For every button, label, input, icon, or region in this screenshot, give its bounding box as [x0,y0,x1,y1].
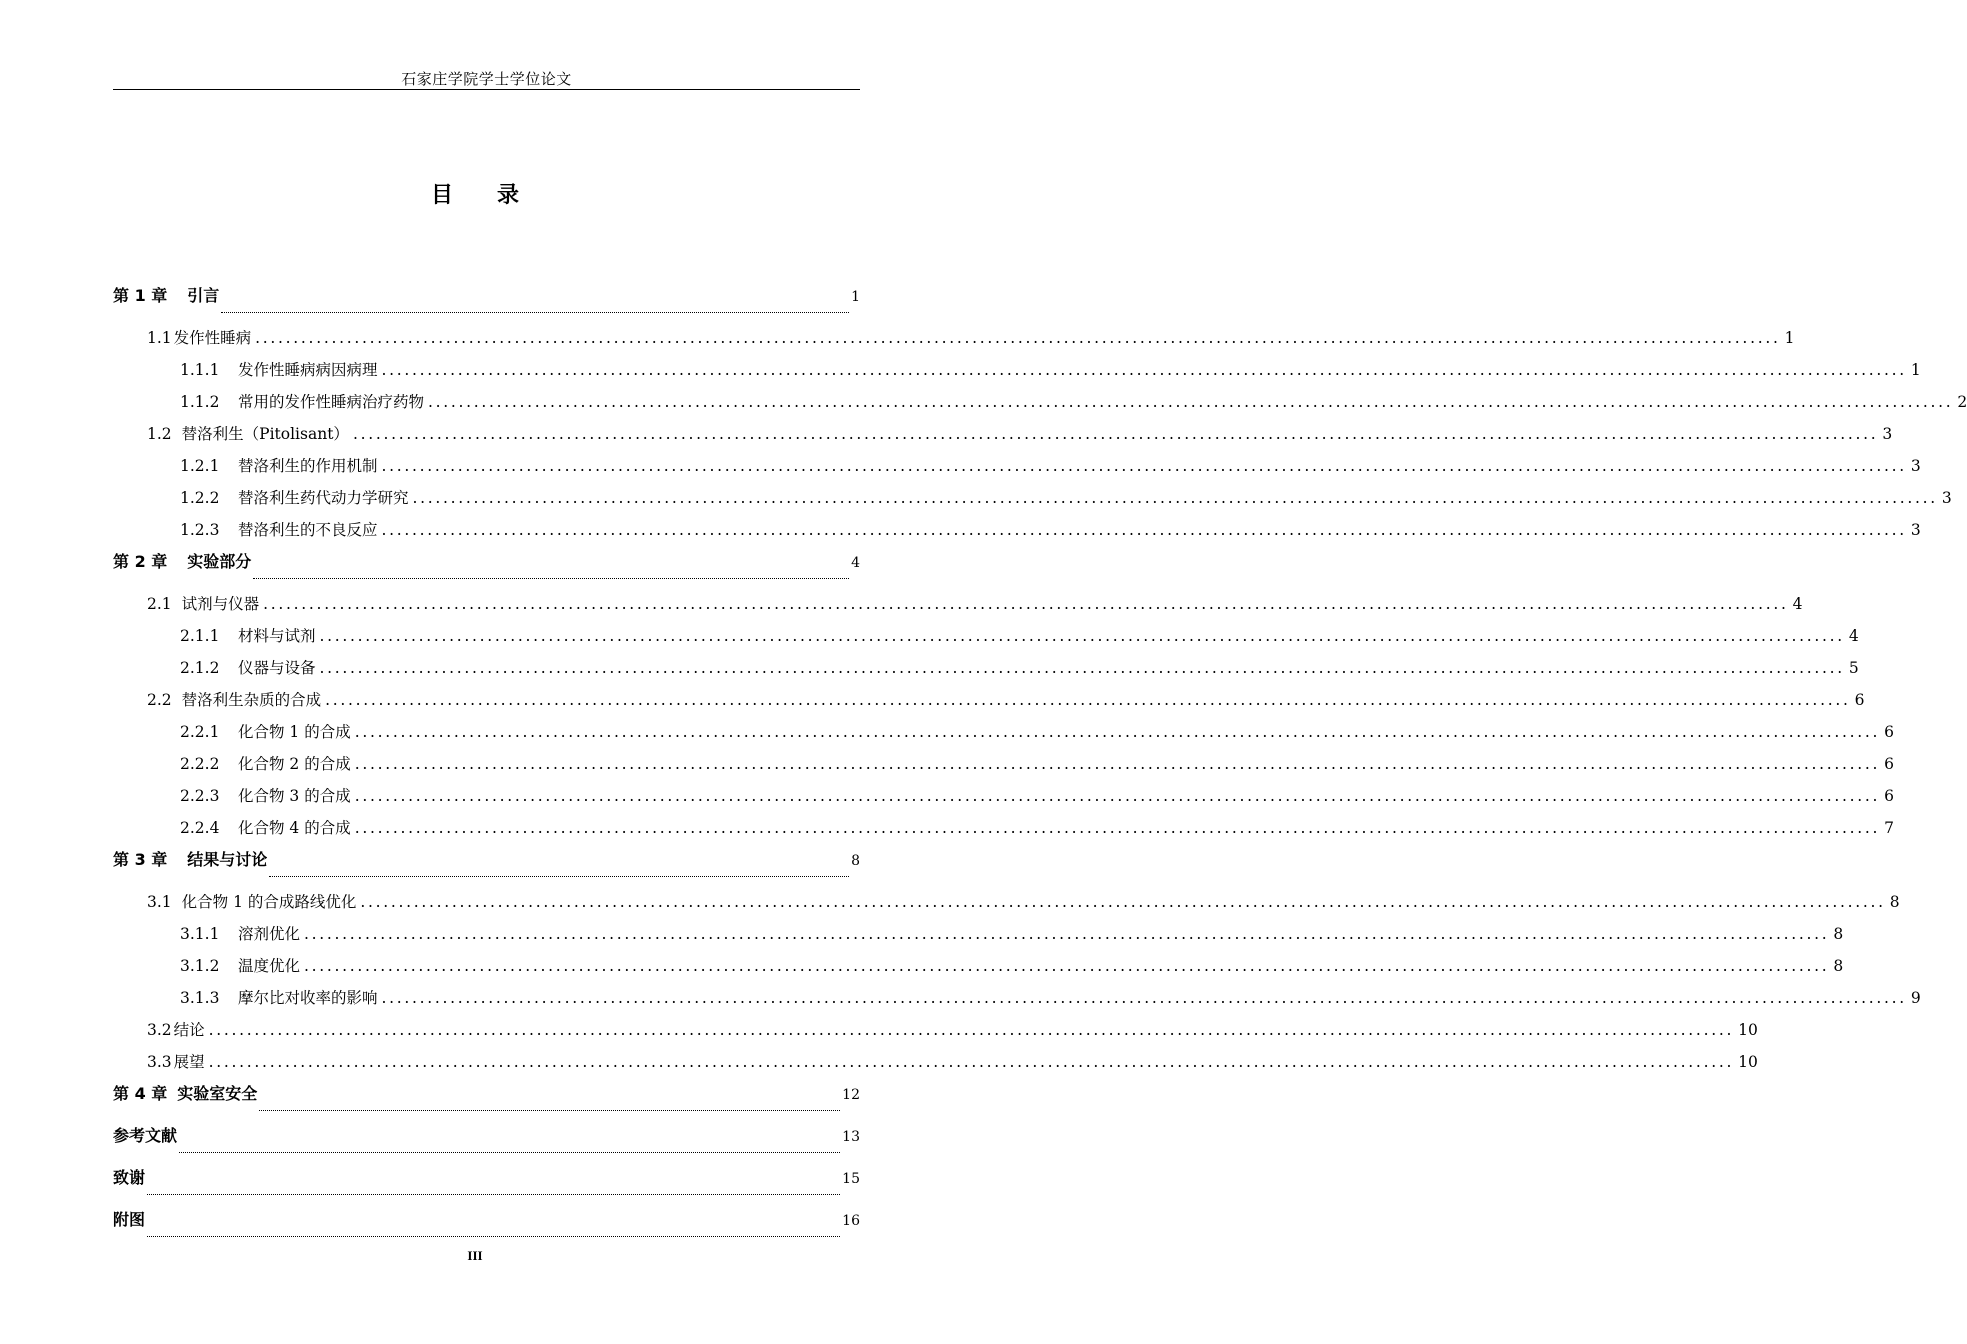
dot-leader: ........................................................................................................................................................................................................ [208,1053,1735,1071]
toc-entry-title: 引言 [187,286,220,305]
dot-leader [269,862,849,877]
table-of-contents [113,280,1967,1246]
toc-entry-label [147,418,349,450]
toc-entry-number: 第 1 章 [113,286,168,305]
toc-entry-label [180,386,424,418]
toc-entry-label [147,1046,205,1078]
toc-page-number: 3 [1910,457,1921,475]
toc-entry-label [180,748,351,780]
toc-entry-number: 2.1 [147,595,172,613]
toc-section-entry[interactable] [113,386,1967,418]
toc-entry-title: 替洛利生的不良反应 [238,521,378,539]
toc-entry-title: 实验室安全 [177,1084,258,1103]
toc-entry-title: 常用的发作性睡病治疗药物 [238,393,425,411]
dot-leader [147,1180,840,1195]
toc-entry-label [113,1162,145,1194]
toc-entry-title: 化合物 4 的合成 [238,819,351,837]
toc-entry-label [147,588,259,620]
toc-entry-title: 发作性睡病 [173,329,252,347]
toc-page-number: 12 [842,1087,860,1103]
toc-entry-title: 结论 [173,1021,205,1039]
toc-page-number: 8 [851,853,860,869]
dot-leader [259,1096,840,1111]
toc-entry-number: 3.1.2 [180,957,220,975]
dot-leader: ........................................................................................................................................................................................................ [319,627,1845,645]
toc-entry-title: 化合物 1 的合成 [238,723,351,741]
toc-entry-label [180,780,351,812]
toc-page-number: 6 [1884,755,1894,773]
toc-page-number: 9 [1910,989,1921,1007]
toc-page-number: 4 [851,555,860,571]
toc-entry-title: 摩尔比对收率的影响 [238,989,378,1007]
toc-entry-label [147,886,356,918]
toc-page-number: 6 [1854,691,1865,709]
toc-entry-label [147,322,251,354]
toc-page-number: 3 [1910,521,1921,539]
toc-entry-number: 1.2.2 [180,489,220,507]
dot-leader: ........................................................................................................................................................................................................ [381,361,1907,379]
toc-entry-label [180,716,351,748]
dot-leader: ........................................................................................................................................................................................................ [352,425,1879,443]
toc-entry-number: 2.2.3 [180,787,220,805]
toc-entry-number: 2.2.2 [180,755,220,773]
dot-leader: ........................................................................................................................................................................................................ [381,989,1907,1007]
toc-chapter-entry[interactable] [113,280,860,322]
toc-entry-label [180,354,378,386]
toc-section-entry[interactable] [113,950,1844,982]
toc-page-number: 4 [1792,595,1803,613]
dot-leader: ........................................................................................................................................................................................................ [263,595,1789,613]
toc-entry-number: 1.2.1 [180,457,220,475]
toc-section-entry[interactable] [113,418,1893,450]
toc-chapter-entry[interactable] [113,1078,860,1120]
toc-entry-number: 2.2.1 [180,723,220,741]
toc-entry-label [180,450,378,482]
toc-page-number: 13 [842,1129,860,1145]
toc-entry-title: 溶剂优化 [238,925,301,943]
dot-leader: ........................................................................................................................................................................................................ [255,329,1781,347]
toc-entry-number: 第 4 章 [113,1084,168,1103]
toc-entry-title: 仪器与设备 [238,659,316,677]
dot-leader: ........................................................................................................................................................................................................ [354,755,1881,773]
toc-entry-title: 试剂与仪器 [181,595,260,613]
toc-entry-number: 1.1.1 [180,361,220,379]
toc-page-number: 7 [1884,819,1894,837]
toc-entry-title: 化合物 3 的合成 [238,787,351,805]
toc-entry-label [180,950,300,982]
toc-section-entry[interactable] [113,780,1894,812]
toc-page-number: 4 [1848,627,1859,645]
toc-page-number: 2 [1957,393,1967,411]
toc-page-number: 6 [1884,787,1894,805]
toc-chapter-entry[interactable] [113,546,860,588]
toc-entry-label [113,1078,257,1110]
toc-entry-number: 3.3 [147,1053,172,1071]
toc-entry-number: 3.1.3 [180,989,220,1007]
toc-section-entry[interactable] [113,716,1894,748]
toc-entry-title: 致谢 [113,1168,146,1187]
toc-page-number: 10 [1738,1053,1758,1071]
dot-leader: ........................................................................................................................................................................................................ [381,457,1907,475]
toc-entry-title: 替洛利生的作用机制 [238,457,378,475]
dot-leader: ........................................................................................................................................................................................................ [354,819,1881,837]
toc-entry-number: 1.2.3 [180,521,220,539]
toc-entry-number: 3.1 [147,893,172,911]
toc-page-number: 6 [1884,723,1894,741]
toc-chapter-entry[interactable] [113,1162,860,1204]
toc-page-number: 10 [1738,1021,1758,1039]
toc-section-entry[interactable] [113,354,1921,386]
dot-leader: ........................................................................................................................................................................................................ [319,659,1845,677]
toc-entry-label [180,514,378,546]
toc-entry-number: 1.1 [147,329,172,347]
toc-section-entry[interactable] [113,918,1844,950]
toc-entry-title: 化合物 1 的合成路线优化 [181,893,357,911]
dot-leader: ........................................................................................................................................................................................................ [325,691,1851,709]
toc-section-entry[interactable] [113,886,1900,918]
toc-section-entry[interactable] [113,588,1803,620]
page-title: 目录 [430,183,563,208]
toc-section-entry[interactable] [113,482,1952,514]
toc-entry-label [113,280,219,312]
toc-entry-title: 展望 [173,1053,205,1071]
toc-entry-number: 1.1.2 [180,393,220,411]
toc-section-entry[interactable] [113,684,1865,716]
toc-section-entry[interactable] [113,982,1921,1014]
toc-entry-label [180,482,409,514]
dot-leader [253,564,849,579]
toc-section-entry[interactable] [113,652,1859,684]
toc-chapter-entry[interactable] [113,1204,860,1246]
toc-entry-title: 参考文献 [113,1126,178,1145]
toc-entry-title: 材料与试剂 [238,627,316,645]
toc-entry-label [180,652,316,684]
dot-leader: ........................................................................................................................................................................................................ [208,1021,1735,1039]
toc-page-number: 15 [842,1171,860,1187]
toc-chapter-entry[interactable] [113,1120,860,1162]
dot-leader: ........................................................................................................................................................................................................ [304,925,1830,943]
toc-chapter-entry[interactable] [113,844,860,886]
toc-entry-label [113,844,267,876]
toc-entry-number: 3.2 [147,1021,172,1039]
toc-entry-title: 实验部分 [187,552,252,571]
toc-section-entry[interactable] [113,322,1795,354]
dot-leader: ........................................................................................................................................................................................................ [381,521,1907,539]
toc-entry-title: 替洛利生（Pitolisant） [181,425,349,443]
toc-entry-title: 替洛利生杂质的合成 [181,691,322,709]
toc-page-number: 3 [1941,489,1952,507]
toc-entry-label [113,1204,145,1236]
toc-entry-title: 替洛利生药代动力学研究 [238,489,409,507]
toc-entry-label [147,684,321,716]
toc-page-number: 1 [851,289,860,305]
dot-leader: ........................................................................................................................................................................................................ [360,893,1886,911]
toc-entry-title: 化合物 2 的合成 [238,755,351,773]
toc-entry-label [180,918,300,950]
toc-page-number: 8 [1833,925,1844,943]
toc-entry-number: 2.1.2 [180,659,220,677]
dot-leader [221,298,849,313]
toc-entry-number: 2.1.1 [180,627,220,645]
dot-leader: ........................................................................................................................................................................................................ [428,393,1954,411]
toc-section-entry[interactable] [113,620,1859,652]
dot-leader [179,1138,840,1153]
toc-page-number: 8 [1889,893,1900,911]
toc-page-number: 1 [1910,361,1921,379]
toc-entry-number: 第 3 章 [113,850,168,869]
toc-entry-label [180,812,351,844]
toc-page-number: 1 [1784,329,1795,347]
toc-page-number: 8 [1833,957,1844,975]
toc-entry-number: 1.2 [147,425,172,443]
header-rule [113,89,860,90]
toc-entry-label [147,1014,205,1046]
toc-page-number: 5 [1848,659,1859,677]
toc-section-entry[interactable] [113,748,1894,780]
toc-entry-label [180,620,316,652]
toc-entry-number: 3.1.1 [180,925,220,943]
dot-leader [147,1222,840,1237]
toc-page-number: 16 [842,1213,860,1229]
dot-leader: ........................................................................................................................................................................................................ [354,723,1881,741]
toc-section-entry[interactable] [113,1046,1758,1078]
page-number: III [467,1248,483,1263]
toc-section-entry[interactable] [113,514,1921,546]
toc-section-entry[interactable] [113,1014,1758,1046]
toc-entry-number: 2.2.4 [180,819,220,837]
toc-entry-number: 第 2 章 [113,552,168,571]
toc-entry-title: 附图 [113,1210,146,1229]
toc-section-entry[interactable] [113,450,1921,482]
toc-entry-number: 2.2 [147,691,172,709]
toc-entry-title: 结果与讨论 [187,850,268,869]
toc-entry-title: 温度优化 [238,957,301,975]
toc-entry-label [180,982,378,1014]
toc-entry-label [113,546,251,578]
dot-leader: ........................................................................................................................................................................................................ [304,957,1830,975]
toc-entry-title: 发作性睡病病因病理 [238,361,378,379]
dot-leader: ........................................................................................................................................................................................................ [354,787,1881,805]
toc-entry-label [113,1120,177,1152]
running-header: 石家庄学院学士学位论文 [401,70,572,88]
toc-page-number: 3 [1882,425,1893,443]
dot-leader: ........................................................................................................................................................................................................ [412,489,1938,507]
toc-section-entry[interactable] [113,812,1894,844]
